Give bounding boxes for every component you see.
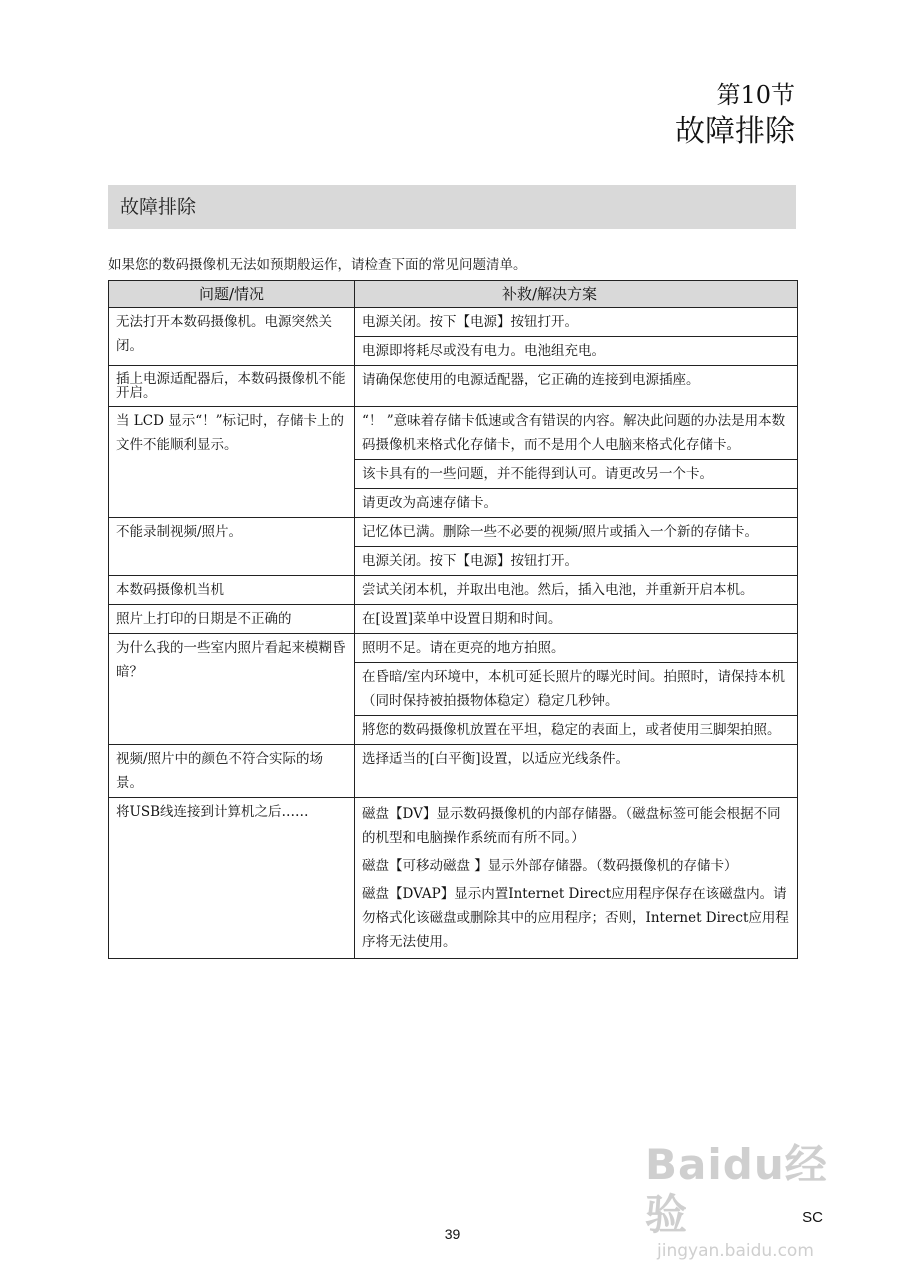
chapter-title: 故障排除 — [675, 114, 795, 149]
chapter-number: 第10节 — [716, 81, 795, 109]
baidu-jingyan-watermark — [645, 1140, 855, 1261]
solution-cell: 在昏暗/室内环境中，本机可延长照片的曝光时间。拍照时，请保持本机（同时保持被拍摄物体稳定）稳定几秒钟。 — [355, 663, 798, 716]
solution-cell: 记忆体已满。删除一些不必要的视频/照片或插入一个新的存储卡。 — [355, 518, 798, 547]
problem-cell: 插上电源适配器后，本数码摄像机不能开启。 — [109, 366, 355, 407]
problem-cell: 为什么我的一些室内照片看起来模糊昏暗？ — [109, 634, 355, 745]
solution-cell: 选择适当的[白平衡]设置，以适应光线条件。 — [355, 745, 798, 798]
column-header-solution: 补救/解决方案 — [355, 281, 798, 308]
table-header-row — [109, 281, 798, 308]
solution-paragraph: 磁盘【可移动磁盘 】显示外部存储器。（数码摄像机的存储卡） — [362, 858, 738, 874]
troubleshooting-table — [108, 280, 798, 959]
language-code: SC — [802, 1209, 823, 1226]
solution-paragraph: 磁盘【DV】显示数码摄像机的内部存储器。（磁盘标签可能会根据不同的机型和电脑操作系统而有所不同。） — [362, 806, 781, 846]
table-row — [109, 605, 798, 634]
solution-cell: 请确保您使用的电源适配器，它正确的连接到电源插座。 — [355, 366, 798, 407]
problem-cell: 不能录制视频/照片。 — [109, 518, 355, 576]
problem-cell: 视频/照片中的颜色不符合实际的场景。 — [109, 745, 355, 798]
problem-cell: 本数码摄像机当机 — [109, 576, 355, 605]
solution-cell: 请更改为高速存储卡。 — [355, 489, 798, 518]
solution-cell — [355, 798, 798, 959]
table-row — [109, 798, 798, 959]
table-row — [109, 366, 798, 407]
problem-cell: 将USB线连接到计算机之后…… — [109, 798, 355, 959]
solution-cell: 在[设置]菜单中设置日期和时间。 — [355, 605, 798, 634]
solution-cell: 尝试关闭本机，并取出电池。然后，插入电池，并重新开启本机。 — [355, 576, 798, 605]
solution-cell: 將您的数码摄像机放置在平坦，稳定的表面上，或者使用三脚架拍照。 — [355, 716, 798, 745]
column-header-problem: 问题/情况 — [109, 281, 355, 308]
solution-cell: “！ ”意味着存储卡低速或含有错误的内容。解决此问题的办法是用本数码摄像机来格式化存储卡，而不是用个人电脑来格式化存储卡。 — [355, 407, 798, 460]
solution-paragraph: 磁盘【DVAP】显示内置Internet Direct应用程序保存在该磁盘内。请勿格式化该磁盘或删除其中的应用程序；否则，Internet Direct应用程序将无法使用。 — [362, 886, 789, 950]
problem-cell: 当 LCD 显示“！”标记时，存储卡上的文件不能顺利显示。 — [109, 407, 355, 518]
solution-cell: 照明不足。请在更亮的地方拍照。 — [355, 634, 798, 663]
problem-cell: 无法打开本数码摄像机。电源突然关闭。 — [109, 308, 355, 366]
table-row — [109, 308, 798, 337]
watermark-logo: Baidu经验 — [645, 1140, 828, 1239]
solution-cell: 电源关闭。按下【电源】按钮打开。 — [355, 308, 798, 337]
table-row — [109, 518, 798, 547]
solution-cell: 电源关闭。按下【电源】按钮打开。 — [355, 547, 798, 576]
intro-text: 如果您的数码摄像机无法如预期般运作，请检查下面的常见问题清单。 — [108, 257, 527, 273]
table-row — [109, 407, 798, 460]
section-title: 故障排除 — [120, 196, 197, 218]
table-row — [109, 745, 798, 798]
solution-cell: 电源即将耗尽或没有电力。电池组充电。 — [355, 337, 798, 366]
page-number: 39 — [444, 1226, 461, 1242]
section-header-bar — [108, 185, 796, 229]
table-row — [109, 576, 798, 605]
watermark-url: jingyan.baidu.com — [657, 1241, 814, 1261]
solution-cell: 该卡具有的一些问题，并不能得到认可。请更改另一个卡。 — [355, 460, 798, 489]
table-row — [109, 634, 798, 663]
problem-cell: 照片上打印的日期是不正确的 — [109, 605, 355, 634]
